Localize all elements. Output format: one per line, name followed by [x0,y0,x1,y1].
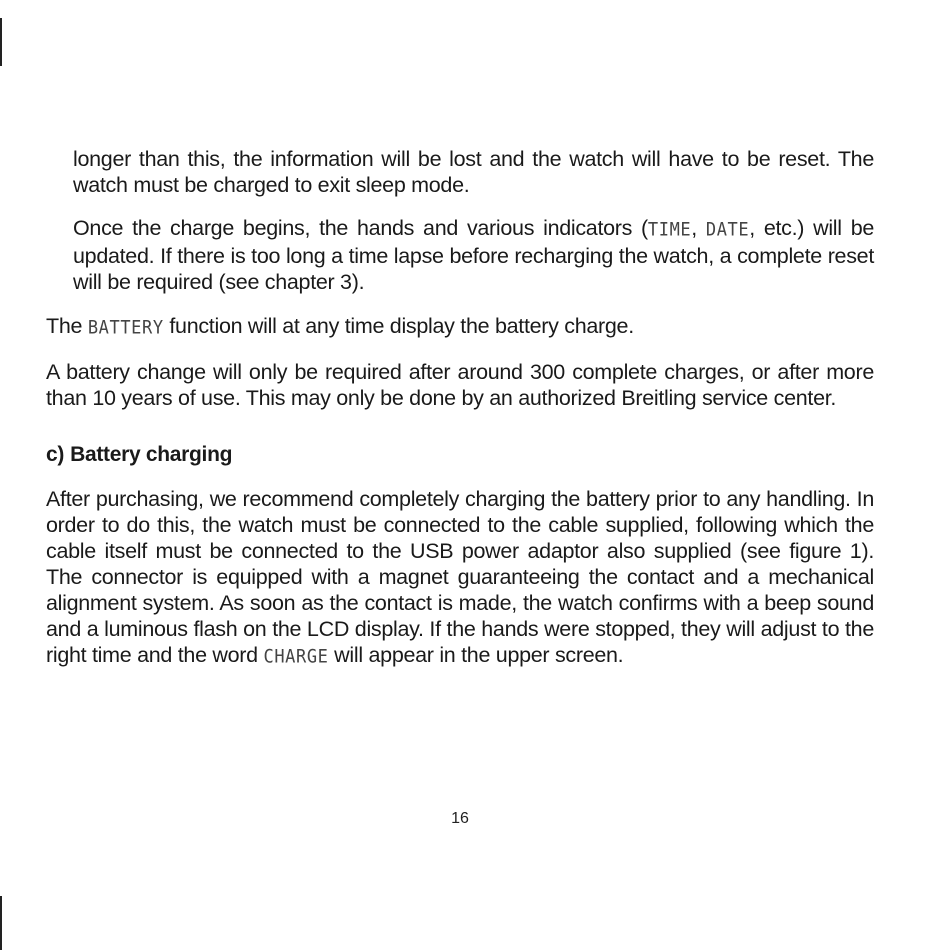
crop-mark-top [0,18,2,66]
lcd-indicator-date: DATE [705,219,750,241]
crop-mark-bottom [0,896,2,950]
text-segment: , [691,216,706,240]
lcd-indicator-battery: BATTERY [87,317,164,339]
text-segment: The [46,314,88,338]
text-segment: After purchasing, we recommend completely charging the battery prior to any handling. In order to do this, the watch must be connected to the cable supplied, following which the cable itself must be connected to the USB power adaptor also supplied (see figure 1). The connector is equipped with a magnet guaranteeing the contact and a mechanical alignment system. As soon as the contact is made, the watch confirms with a beep sound and a luminous flash on the LCD display. If the hands were stopped, they will adjust to the right time and the word [46,487,874,667]
section-heading [46,442,874,468]
text-segment: Once the charge begins, the hands and various indicators ( [73,216,648,240]
section-title: Battery charging [70,443,233,466]
lcd-indicator-charge: CHARGE [263,646,329,668]
page-body [46,146,874,670]
page-number: 16 [451,810,469,827]
paragraph-charge-begins [46,215,874,295]
paragraph-battery-charging [46,486,874,670]
text-segment: , etc.) will be updated. If there is too long a time lapse before recharging the watch, a complete reset will be required (see chapter 3). [73,216,875,294]
section-number: c) [46,443,65,466]
text-segment: function will at any time display the battery charge. [163,314,634,338]
paragraph-battery-function [46,313,874,341]
text-segment: will appear in the upper screen. [328,643,624,667]
paragraph-sleep-mode: longer than this, the information will be lost and the watch will have to be reset. The watch must be charged to exit sleep mode. [73,147,874,197]
lcd-indicator-time: TIME [647,219,692,241]
paragraph-battery-change: A battery change will only be required after around 300 complete charges, or after more than 10 years of use. This may only be done by an authorized Breitling service center. [46,360,874,410]
